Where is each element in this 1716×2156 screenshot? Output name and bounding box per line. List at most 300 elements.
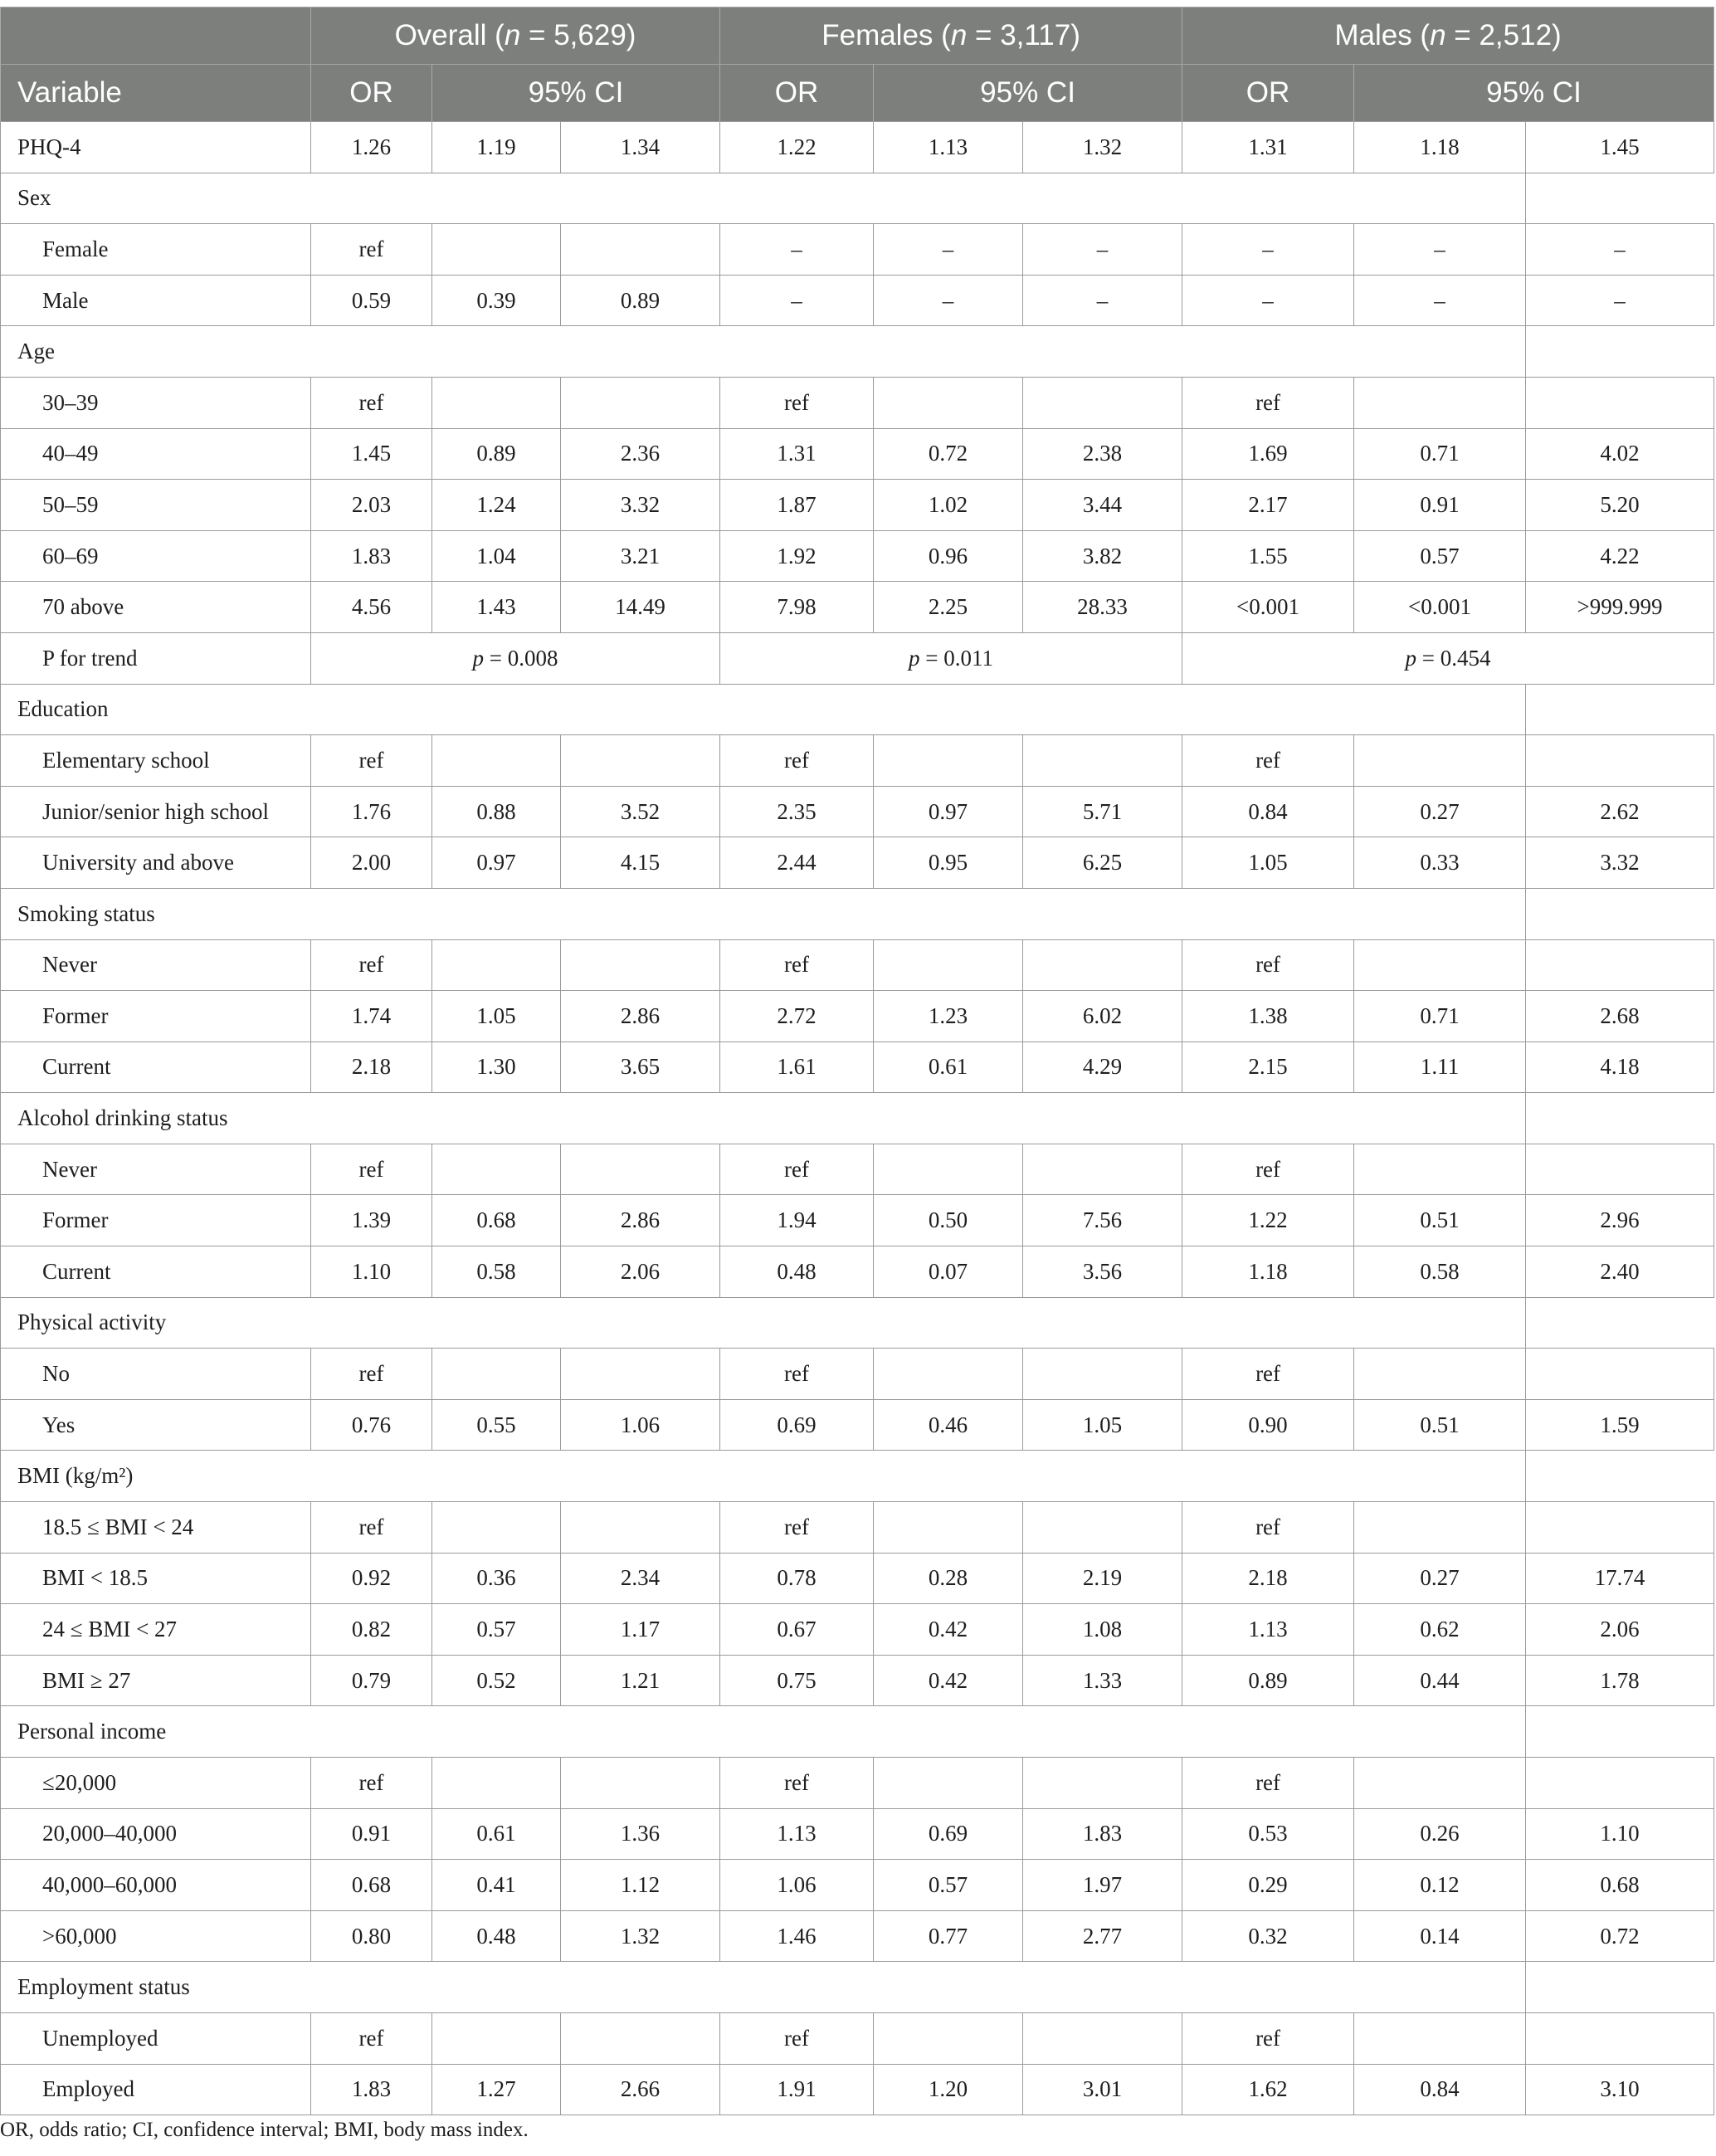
group-header-blank <box>1 7 311 65</box>
section-label: Education <box>1 684 1526 735</box>
table-cell: ref <box>1182 1758 1354 1809</box>
table-cell: ref <box>311 1502 432 1554</box>
table-cell: 0.91 <box>1354 480 1526 531</box>
table-cell: 1.69 <box>1182 428 1354 480</box>
table-cell <box>1354 2012 1526 2064</box>
table-cell <box>432 1349 561 1400</box>
row-label: Male <box>1 275 311 326</box>
section-header-row <box>1 1706 1714 1758</box>
table-cell: 3.10 <box>1526 2064 1714 2115</box>
column-header-ci: 95% CI <box>874 65 1182 122</box>
table-cell <box>874 1144 1023 1195</box>
table-cell <box>874 735 1023 787</box>
table-cell <box>1526 377 1714 428</box>
table-cell: 4.29 <box>1023 1041 1182 1093</box>
table-cell <box>561 1144 720 1195</box>
table-cell <box>1023 2012 1182 2064</box>
table-cell: 0.48 <box>432 1910 561 1962</box>
table-cell <box>432 1502 561 1554</box>
section-header-row <box>1 326 1714 378</box>
table-cell: 0.77 <box>874 1910 1023 1962</box>
table-cell: 1.05 <box>1023 1399 1182 1451</box>
row-label: BMI < 18.5 <box>1 1553 311 1604</box>
table-cell: 0.61 <box>874 1041 1023 1093</box>
table-cell: 1.11 <box>1354 1041 1526 1093</box>
table-cell: 0.27 <box>1354 786 1526 837</box>
table-cell: 2.86 <box>561 991 720 1042</box>
table-row <box>1 2064 1714 2115</box>
table-cell: 2.18 <box>1182 1553 1354 1604</box>
table-cell: – <box>1023 224 1182 276</box>
table-row <box>1 1604 1714 1656</box>
table-cell <box>1023 1144 1182 1195</box>
table-cell: 1.21 <box>561 1655 720 1706</box>
table-cell: 14.49 <box>561 582 720 633</box>
table-cell: 2.36 <box>561 428 720 480</box>
table-cell: 0.71 <box>1354 991 1526 1042</box>
odds-ratio-table <box>0 7 1714 2115</box>
table-cell: 0.57 <box>874 1860 1023 1911</box>
table-cell: 1.10 <box>1526 1808 1714 1860</box>
table-cell: 1.87 <box>720 480 874 531</box>
table-cell: 1.13 <box>720 1808 874 1860</box>
table-cell: ref <box>311 377 432 428</box>
column-header-row <box>1 65 1714 122</box>
table-cell: 1.27 <box>432 2064 561 2115</box>
table-cell: 2.44 <box>720 837 874 889</box>
table-cell <box>874 2012 1023 2064</box>
table-cell: ref <box>1182 377 1354 428</box>
table-row <box>1 428 1714 480</box>
table-row <box>1 735 1714 787</box>
table-cell: 0.69 <box>874 1808 1023 1860</box>
row-label: Former <box>1 991 311 1042</box>
table-cell: 1.23 <box>874 991 1023 1042</box>
table-cell: 0.32 <box>1182 1910 1354 1962</box>
table-cell: 1.19 <box>432 122 561 173</box>
table-row <box>1 1399 1714 1451</box>
table-cell <box>432 939 561 991</box>
table-row <box>1 939 1714 991</box>
table-cell: 0.39 <box>432 275 561 326</box>
table-cell: 1.83 <box>311 530 432 582</box>
table-cell: 3.52 <box>561 786 720 837</box>
table-cell: 0.72 <box>874 428 1023 480</box>
table-cell: 1.97 <box>1023 1860 1182 1911</box>
table-cell: 4.22 <box>1526 530 1714 582</box>
table-cell: 0.82 <box>311 1604 432 1656</box>
table-cell: ref <box>720 2012 874 2064</box>
table-row <box>1 2012 1714 2064</box>
table-cell: 0.79 <box>311 1655 432 1706</box>
row-label: 30–39 <box>1 377 311 428</box>
table-cell: 3.65 <box>561 1041 720 1093</box>
table-cell: 0.62 <box>1354 1604 1526 1656</box>
table-row <box>1 1655 1714 1706</box>
table-cell: 1.45 <box>1526 122 1714 173</box>
table-row <box>1 1502 1714 1554</box>
table-cell: 0.67 <box>720 1604 874 1656</box>
table-cell: 17.74 <box>1526 1553 1714 1604</box>
table-cell: – <box>1526 275 1714 326</box>
table-cell: 2.06 <box>1526 1604 1714 1656</box>
table-cell: 7.98 <box>720 582 874 633</box>
table-cell: 0.50 <box>874 1195 1023 1246</box>
table-cell: 0.41 <box>432 1860 561 1911</box>
table-cell: – <box>874 224 1023 276</box>
table-header <box>1 7 1714 122</box>
table-cell <box>1023 1758 1182 1809</box>
table-cell: 2.00 <box>311 837 432 889</box>
table-row <box>1 1758 1714 1809</box>
table-row <box>1 837 1714 889</box>
table-cell: <0.001 <box>1354 582 1526 633</box>
table-cell: 1.05 <box>1182 837 1354 889</box>
row-label: 40–49 <box>1 428 311 480</box>
row-label: Female <box>1 224 311 276</box>
row-label: Never <box>1 939 311 991</box>
row-label: 20,000–40,000 <box>1 1808 311 1860</box>
column-header-ci: 95% CI <box>432 65 720 122</box>
table-cell: ref <box>311 1144 432 1195</box>
table-cell <box>1526 1758 1714 1809</box>
table-cell <box>1526 1502 1714 1554</box>
table-cell: 28.33 <box>1023 582 1182 633</box>
table-cell <box>1023 1349 1182 1400</box>
table-cell: 2.34 <box>561 1553 720 1604</box>
table-row <box>1 1910 1714 1962</box>
table-row <box>1 1246 1714 1298</box>
table-cell: 1.30 <box>432 1041 561 1093</box>
section-label: Employment status <box>1 1962 1526 2013</box>
table-cell <box>561 224 720 276</box>
row-label: 50–59 <box>1 480 311 531</box>
table-cell <box>432 1758 561 1809</box>
section-header-row <box>1 1451 1714 1502</box>
p-symbol: p <box>1405 645 1417 671</box>
row-label: BMI ≥ 27 <box>1 1655 311 1706</box>
table-cell: 1.83 <box>311 2064 432 2115</box>
row-label: >60,000 <box>1 1910 311 1962</box>
table-cell: 0.52 <box>432 1655 561 1706</box>
table-cell <box>1354 939 1526 991</box>
table-cell: 1.94 <box>720 1195 874 1246</box>
table-cell: ref <box>311 1758 432 1809</box>
table-cell <box>874 939 1023 991</box>
table-cell: ref <box>1182 1144 1354 1195</box>
table-cell: ref <box>311 939 432 991</box>
table-cell: 1.06 <box>720 1860 874 1911</box>
table-cell: 1.18 <box>1182 1246 1354 1298</box>
table-cell: 0.76 <box>311 1399 432 1451</box>
table-cell: 4.02 <box>1526 428 1714 480</box>
table-cell <box>561 2012 720 2064</box>
section-label: Physical activity <box>1 1297 1526 1349</box>
table-row <box>1 1144 1714 1195</box>
table-cell: 2.62 <box>1526 786 1714 837</box>
row-label: 24 ≤ BMI < 27 <box>1 1604 311 1656</box>
row-label: Unemployed <box>1 2012 311 2064</box>
table-row <box>1 480 1714 531</box>
table-cell: 2.96 <box>1526 1195 1714 1246</box>
table-cell: 0.42 <box>874 1604 1023 1656</box>
table-cell: 1.43 <box>432 582 561 633</box>
table-cell: 0.90 <box>1182 1399 1354 1451</box>
row-label: No <box>1 1349 311 1400</box>
table-cell: 1.61 <box>720 1041 874 1093</box>
table-cell <box>1354 1144 1526 1195</box>
table-cell: 1.22 <box>1182 1195 1354 1246</box>
table-cell: 0.27 <box>1354 1553 1526 1604</box>
table-cell: 3.44 <box>1023 480 1182 531</box>
table-cell: 0.58 <box>1354 1246 1526 1298</box>
table-cell: 0.29 <box>1182 1860 1354 1911</box>
table-cell <box>1023 1502 1182 1554</box>
p-value: = 0.454 <box>1416 645 1491 671</box>
table-cell: ref <box>311 1349 432 1400</box>
table-cell: 2.35 <box>720 786 874 837</box>
table-cell: 1.38 <box>1182 991 1354 1042</box>
table-cell: 2.15 <box>1182 1041 1354 1093</box>
table-cell: 1.13 <box>1182 1604 1354 1656</box>
table-cell: 3.82 <box>1023 530 1182 582</box>
row-label: 40,000–60,000 <box>1 1860 311 1911</box>
table-cell: 0.33 <box>1354 837 1526 889</box>
column-header-variable: Variable <box>1 65 311 122</box>
table-cell: 1.02 <box>874 480 1023 531</box>
table-cell: 1.62 <box>1182 2064 1354 2115</box>
table-cell: 0.84 <box>1354 2064 1526 2115</box>
table-cell: 1.36 <box>561 1808 720 1860</box>
trend-row <box>1 632 1714 684</box>
table-cell: – <box>1023 275 1182 326</box>
column-header-or: OR <box>1182 65 1354 122</box>
table-cell: – <box>1354 224 1526 276</box>
table-container <box>0 7 1716 2115</box>
table-cell: ref <box>720 1144 874 1195</box>
table-cell: <0.001 <box>1182 582 1354 633</box>
table-cell <box>561 1758 720 1809</box>
table-cell: 1.74 <box>311 991 432 1042</box>
section-label: Sex <box>1 173 1526 224</box>
table-cell: 1.05 <box>432 991 561 1042</box>
table-cell <box>1023 939 1182 991</box>
table-row <box>1 530 1714 582</box>
table-cell: 7.56 <box>1023 1195 1182 1246</box>
table-cell: 0.55 <box>432 1399 561 1451</box>
section-label: BMI (kg/m²) <box>1 1451 1526 1502</box>
table-cell: 1.08 <box>1023 1604 1182 1656</box>
table-cell: – <box>1354 275 1526 326</box>
table-cell: ref <box>720 1758 874 1809</box>
table-cell: 2.72 <box>720 991 874 1042</box>
table-row <box>1 377 1714 428</box>
table-cell: 1.92 <box>720 530 874 582</box>
table-cell: 0.07 <box>874 1246 1023 1298</box>
table-cell: 0.80 <box>311 1910 432 1962</box>
p-trend-cell <box>311 632 720 684</box>
table-cell: 4.18 <box>1526 1041 1714 1093</box>
table-row <box>1 1860 1714 1911</box>
section-label: Personal income <box>1 1706 1526 1758</box>
table-cell: 1.26 <box>311 122 432 173</box>
group-header-overall: Overall (n = 5,629) <box>311 7 720 65</box>
table-cell <box>1354 735 1526 787</box>
table-cell: 1.59 <box>1526 1399 1714 1451</box>
table-cell: – <box>874 275 1023 326</box>
table-cell: 0.51 <box>1354 1399 1526 1451</box>
table-cell: 0.36 <box>432 1553 561 1604</box>
row-label: Former <box>1 1195 311 1246</box>
table-cell: 0.48 <box>720 1246 874 1298</box>
table-cell: 0.89 <box>1182 1655 1354 1706</box>
table-cell: 2.68 <box>1526 991 1714 1042</box>
table-row <box>1 991 1714 1042</box>
table-cell: 0.78 <box>720 1553 874 1604</box>
table-cell: – <box>1182 275 1354 326</box>
table-cell: 1.46 <box>720 1910 874 1962</box>
table-cell <box>1526 1349 1714 1400</box>
table-row <box>1 122 1714 173</box>
table-cell <box>874 1349 1023 1400</box>
table-cell: 1.76 <box>311 786 432 837</box>
row-label: 18.5 ≤ BMI < 24 <box>1 1502 311 1554</box>
p-value: = 0.011 <box>919 645 994 671</box>
table-cell: 1.32 <box>561 1910 720 1962</box>
table-cell: 0.89 <box>432 428 561 480</box>
table-cell: 0.26 <box>1354 1808 1526 1860</box>
table-cell: ref <box>720 939 874 991</box>
table-cell: 0.95 <box>874 837 1023 889</box>
table-cell: 0.68 <box>432 1195 561 1246</box>
table-cell: 1.13 <box>874 122 1023 173</box>
table-cell: 0.53 <box>1182 1808 1354 1860</box>
table-cell: 0.51 <box>1354 1195 1526 1246</box>
row-label: Never <box>1 1144 311 1195</box>
table-cell: 1.33 <box>1023 1655 1182 1706</box>
table-cell: 2.25 <box>874 582 1023 633</box>
section-header-row <box>1 1093 1714 1144</box>
table-cell: 2.38 <box>1023 428 1182 480</box>
table-cell: – <box>720 224 874 276</box>
table-cell <box>432 735 561 787</box>
table-cell: ref <box>311 224 432 276</box>
table-cell <box>1354 1502 1526 1554</box>
table-cell: 0.57 <box>432 1604 561 1656</box>
table-cell <box>561 735 720 787</box>
table-cell: 2.77 <box>1023 1910 1182 1962</box>
table-cell: ref <box>311 735 432 787</box>
row-label: Current <box>1 1246 311 1298</box>
table-cell: 6.25 <box>1023 837 1182 889</box>
table-cell: 1.24 <box>432 480 561 531</box>
table-cell <box>874 1758 1023 1809</box>
table-cell: 0.57 <box>1354 530 1526 582</box>
group-header-females: Females (n = 3,117) <box>720 7 1182 65</box>
table-cell: – <box>1526 224 1714 276</box>
table-row <box>1 1041 1714 1093</box>
table-cell: 0.84 <box>1182 786 1354 837</box>
p-trend-cell <box>720 632 1182 684</box>
table-cell: 3.21 <box>561 530 720 582</box>
table-cell <box>1526 735 1714 787</box>
table-cell: 0.69 <box>720 1399 874 1451</box>
table-row <box>1 224 1714 276</box>
table-cell: ref <box>1182 1502 1354 1554</box>
table-row <box>1 1195 1714 1246</box>
table-cell: 2.40 <box>1526 1246 1714 1298</box>
row-label: University and above <box>1 837 311 889</box>
table-cell <box>561 377 720 428</box>
table-cell: 1.83 <box>1023 1808 1182 1860</box>
table-cell <box>432 377 561 428</box>
table-cell: 2.86 <box>561 1195 720 1246</box>
table-cell <box>1526 2012 1714 2064</box>
table-cell: 0.46 <box>874 1399 1023 1451</box>
table-cell: 1.31 <box>720 428 874 480</box>
table-cell: 0.96 <box>874 530 1023 582</box>
table-cell: 1.12 <box>561 1860 720 1911</box>
table-cell: 0.97 <box>432 837 561 889</box>
table-cell: 2.17 <box>1182 480 1354 531</box>
table-cell: 0.12 <box>1354 1860 1526 1911</box>
column-header-ci: 95% CI <box>1354 65 1714 122</box>
row-label: Junior/senior high school <box>1 786 311 837</box>
table-cell: 1.32 <box>1023 122 1182 173</box>
row-label: ≤20,000 <box>1 1758 311 1809</box>
table-cell: >999.999 <box>1526 582 1714 633</box>
row-label: 70 above <box>1 582 311 633</box>
table-cell: 1.34 <box>561 122 720 173</box>
table-cell: 4.15 <box>561 837 720 889</box>
table-cell: 0.71 <box>1354 428 1526 480</box>
column-header-or: OR <box>720 65 874 122</box>
table-cell: 2.18 <box>311 1041 432 1093</box>
section-label: Alcohol drinking status <box>1 1093 1526 1144</box>
row-label: 60–69 <box>1 530 311 582</box>
table-cell: 5.20 <box>1526 480 1714 531</box>
table-cell: 0.89 <box>561 275 720 326</box>
table-cell: 1.91 <box>720 2064 874 2115</box>
table-cell: 6.02 <box>1023 991 1182 1042</box>
table-cell: 0.92 <box>311 1553 432 1604</box>
table-cell <box>1023 377 1182 428</box>
table-cell <box>874 1502 1023 1554</box>
p-trend-cell <box>1182 632 1714 684</box>
row-label: Current <box>1 1041 311 1093</box>
table-cell <box>432 1144 561 1195</box>
section-header-row <box>1 1962 1714 2013</box>
p-symbol: p <box>472 645 485 671</box>
table-cell <box>1023 735 1182 787</box>
table-cell: ref <box>720 1502 874 1554</box>
table-cell <box>1354 377 1526 428</box>
section-label: Age <box>1 326 1526 378</box>
table-cell: 2.66 <box>561 2064 720 2115</box>
table-cell: ref <box>1182 939 1354 991</box>
table-cell: 1.04 <box>432 530 561 582</box>
group-header-row <box>1 7 1714 65</box>
table-cell: ref <box>311 2012 432 2064</box>
table-cell: 2.06 <box>561 1246 720 1298</box>
table-row <box>1 582 1714 633</box>
table-row <box>1 1553 1714 1604</box>
table-cell: 1.20 <box>874 2064 1023 2115</box>
row-label: Employed <box>1 2064 311 2115</box>
table-cell: 1.06 <box>561 1399 720 1451</box>
table-row <box>1 1349 1714 1400</box>
table-cell: 1.22 <box>720 122 874 173</box>
